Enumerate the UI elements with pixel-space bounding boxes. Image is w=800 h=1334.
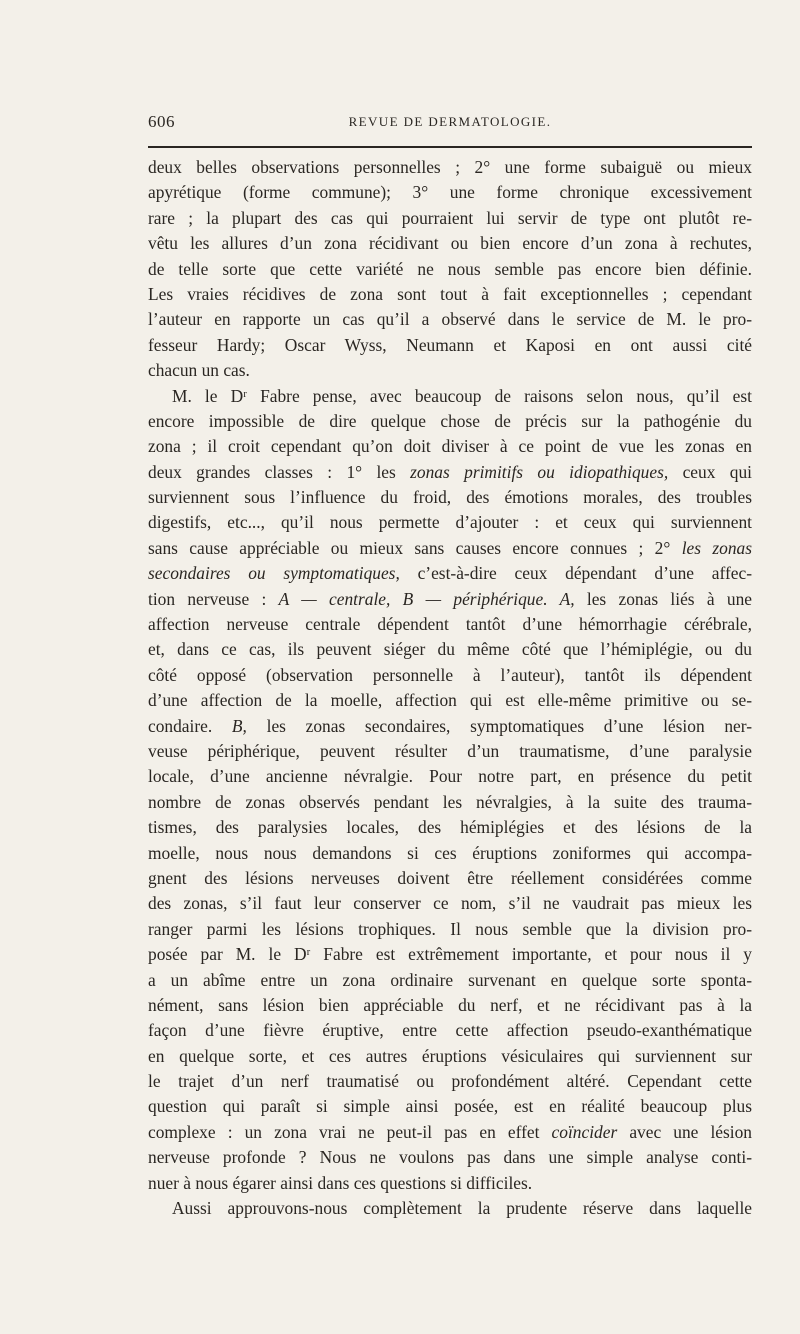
text-line [148, 282, 752, 307]
text-segment: tion nerveuse : [148, 588, 279, 609]
text-line [148, 155, 752, 180]
text-segment: Aussi approuvons-nous complètement la prudente réserve dans laquelle [172, 1198, 752, 1219]
text-segment: locale, d’une ancienne névralgie. Pour notre part, en présence du petit [148, 766, 752, 787]
text-segment: d’une affection de la moelle, affection qui est elle-même primitive ou se- [148, 690, 752, 711]
text-line [148, 968, 752, 993]
text-segment: fesseur Hardy; Oscar Wyss, Neumann et Kaposi en ont aussi cité [148, 334, 752, 355]
text-segment: chacun un cas. [148, 360, 250, 381]
text-segment: ranger parmi les lésions trophiques. Il nous semble que la division pro- [148, 918, 752, 939]
text-segment: vêtu les allures d’un zona récidivant ou bien encore d’un zona à rechutes, [148, 233, 752, 254]
running-title: REVUE DE DERMATOLOGIE. [348, 114, 552, 129]
text-segment: sans cause appréciable ou mieux sans causes encore connues ; 2° [148, 537, 682, 558]
text-segment: affection nerveuse centrale dépendent tantôt d’une hémorrhagie cérébrale, [148, 614, 752, 635]
text-line [148, 536, 752, 561]
text-segment: le trajet d’un nerf traumatisé ou profondément altéré. Cependant cette [148, 1071, 752, 1092]
text-segment: les zonas secondaires, symptomatiques d’une lésion ner- [246, 715, 752, 736]
text-line [148, 637, 752, 662]
text-segment: de telle sorte que cette variété ne nous semble pas encore bien définie. [148, 258, 752, 279]
text-segment: question qui paraît si simple ainsi posée, est en réalité beaucoup plus [148, 1096, 752, 1117]
text-segment: côté opposé (observation personnelle à l’auteur), tantôt ils dépendent [148, 664, 752, 685]
text-line [148, 790, 752, 815]
text-segment: a un abîme entre un zona ordinaire survenant en quelque sorte sponta- [148, 969, 752, 990]
text-line [148, 917, 752, 942]
text-line [148, 460, 752, 485]
text-line [148, 510, 752, 535]
body-text [148, 155, 752, 1221]
text-segment: apyrétique (forme commune); 3° une forme chronique excessivement [148, 182, 752, 203]
text-line [148, 841, 752, 866]
italic-text: coïncider [551, 1121, 618, 1142]
text-segment: digestifs, etc..., qu’il nous permette d’ajouter : et ceux qui surviennent [148, 512, 752, 533]
text-segment: l’auteur en rapporte un cas qu’il a observé dans le service de M. le pro- [148, 309, 752, 330]
text-line [148, 434, 752, 459]
page-number: 606 [148, 112, 175, 131]
text-segment: ceux qui [668, 461, 752, 482]
text-line [148, 561, 752, 586]
text-line [148, 1018, 752, 1043]
text-segment: nément, sans lésion bien appréciable du nerf, et ne récidivant pas à la [148, 994, 752, 1015]
text-segment: complexe : un zona vrai ne peut-il pas en effet [148, 1121, 552, 1142]
text-segment: M. le Dʳ Fabre pense, avec beaucoup de raisons selon nous, qu’il est [172, 385, 752, 406]
text-line [148, 587, 752, 612]
text-line [148, 891, 752, 916]
text-segment: deux grandes classes : 1° les [148, 461, 411, 482]
text-line [148, 333, 752, 358]
text-segment: en quelque sorte, et ces autres éruptions vésiculaires qui surviennent sur [148, 1045, 752, 1066]
text-line [148, 307, 752, 332]
text-line [148, 180, 752, 205]
page-header [148, 112, 752, 138]
text-line [148, 714, 752, 739]
text-segment: nuer à nous égarer ainsi dans ces questions si difficiles. [148, 1172, 533, 1193]
text-line [148, 942, 752, 967]
text-line [148, 764, 752, 789]
text-segment: tismes, des paralysies locales, des hémiplégies et des lésions de la [148, 817, 752, 838]
text-segment: encore impossible de dire quelque chose de précis sur la pathogénie du [148, 410, 752, 431]
text-line [148, 257, 752, 282]
text-line [148, 688, 752, 713]
text-line [148, 993, 752, 1018]
italic-text: zonas primitifs ou idiopathiques, [410, 461, 669, 482]
italic-text: A — centrale, B — périphérique. A, [278, 588, 575, 609]
italic-text: les zonas [681, 537, 752, 558]
text-line [148, 1044, 752, 1069]
text-line [148, 1069, 752, 1094]
italic-text: secondaires ou symptomatiques, [148, 563, 400, 584]
text-line [148, 612, 752, 637]
text-line [148, 1196, 752, 1221]
text-line [148, 384, 752, 409]
text-segment: Les vraies récidives de zona sont tout à fait exceptionnelles ; cependant [148, 283, 752, 304]
text-line [148, 231, 752, 256]
text-segment: les zonas liés à une [574, 588, 753, 609]
text-segment: nombre de zonas observés pendant les névralgies, à la suite des trauma- [148, 791, 752, 812]
text-segment: moelle, nous nous demandons si ces éruptions zoniformes qui accompa- [148, 842, 752, 863]
text-segment: avec une lésion [617, 1121, 753, 1142]
text-segment: veuse périphérique, peuvent résulter d’un traumatisme, d’une paralysie [148, 740, 752, 761]
header-rule [148, 146, 752, 148]
text-line [148, 1120, 752, 1145]
text-segment: et, dans ce cas, ils peuvent siéger du même côté que l’hémiplégie, ou du [148, 639, 752, 660]
text-line [148, 485, 752, 510]
text-line [148, 663, 752, 688]
text-segment: rare ; la plupart des cas qui pourraient lui servir de type ont plutôt re- [148, 207, 752, 228]
text-line [148, 1094, 752, 1119]
text-line [148, 1145, 752, 1170]
text-segment: surviennent sous l’influence du froid, des émotions morales, des troubles [148, 487, 752, 508]
text-segment: façon d’une fièvre éruptive, entre cette affection pseudo-exanthématique [148, 1020, 752, 1041]
text-line [148, 358, 752, 383]
text-segment: nerveuse profonde ? Nous ne voulons pas dans une simple analyse conti- [148, 1147, 752, 1168]
text-segment: posée par M. le Dʳ Fabre est extrêmement importante, et pour nous il y [148, 944, 752, 965]
text-line [148, 815, 752, 840]
text-segment: gnent des lésions nerveuses doivent être réellement considérées comme [148, 867, 752, 888]
text-line [148, 1171, 752, 1196]
text-line [148, 409, 752, 434]
text-segment: condaire. [148, 715, 232, 736]
text-segment: zona ; il croit cependant qu’on doit diviser à ce point de vue les zonas en [148, 436, 752, 457]
text-segment: des zonas, s’il faut leur conserver ce nom, s’il ne vaudrait pas mieux les [148, 893, 752, 914]
text-line [148, 206, 752, 231]
text-line [148, 739, 752, 764]
text-segment: deux belles observations personnelles ; 2° une forme subaiguë ou mieux [148, 157, 752, 177]
italic-text: B, [231, 715, 247, 736]
text-line [148, 866, 752, 891]
text-segment: c’est-à-dire ceux dépendant d’une affec- [399, 563, 752, 584]
